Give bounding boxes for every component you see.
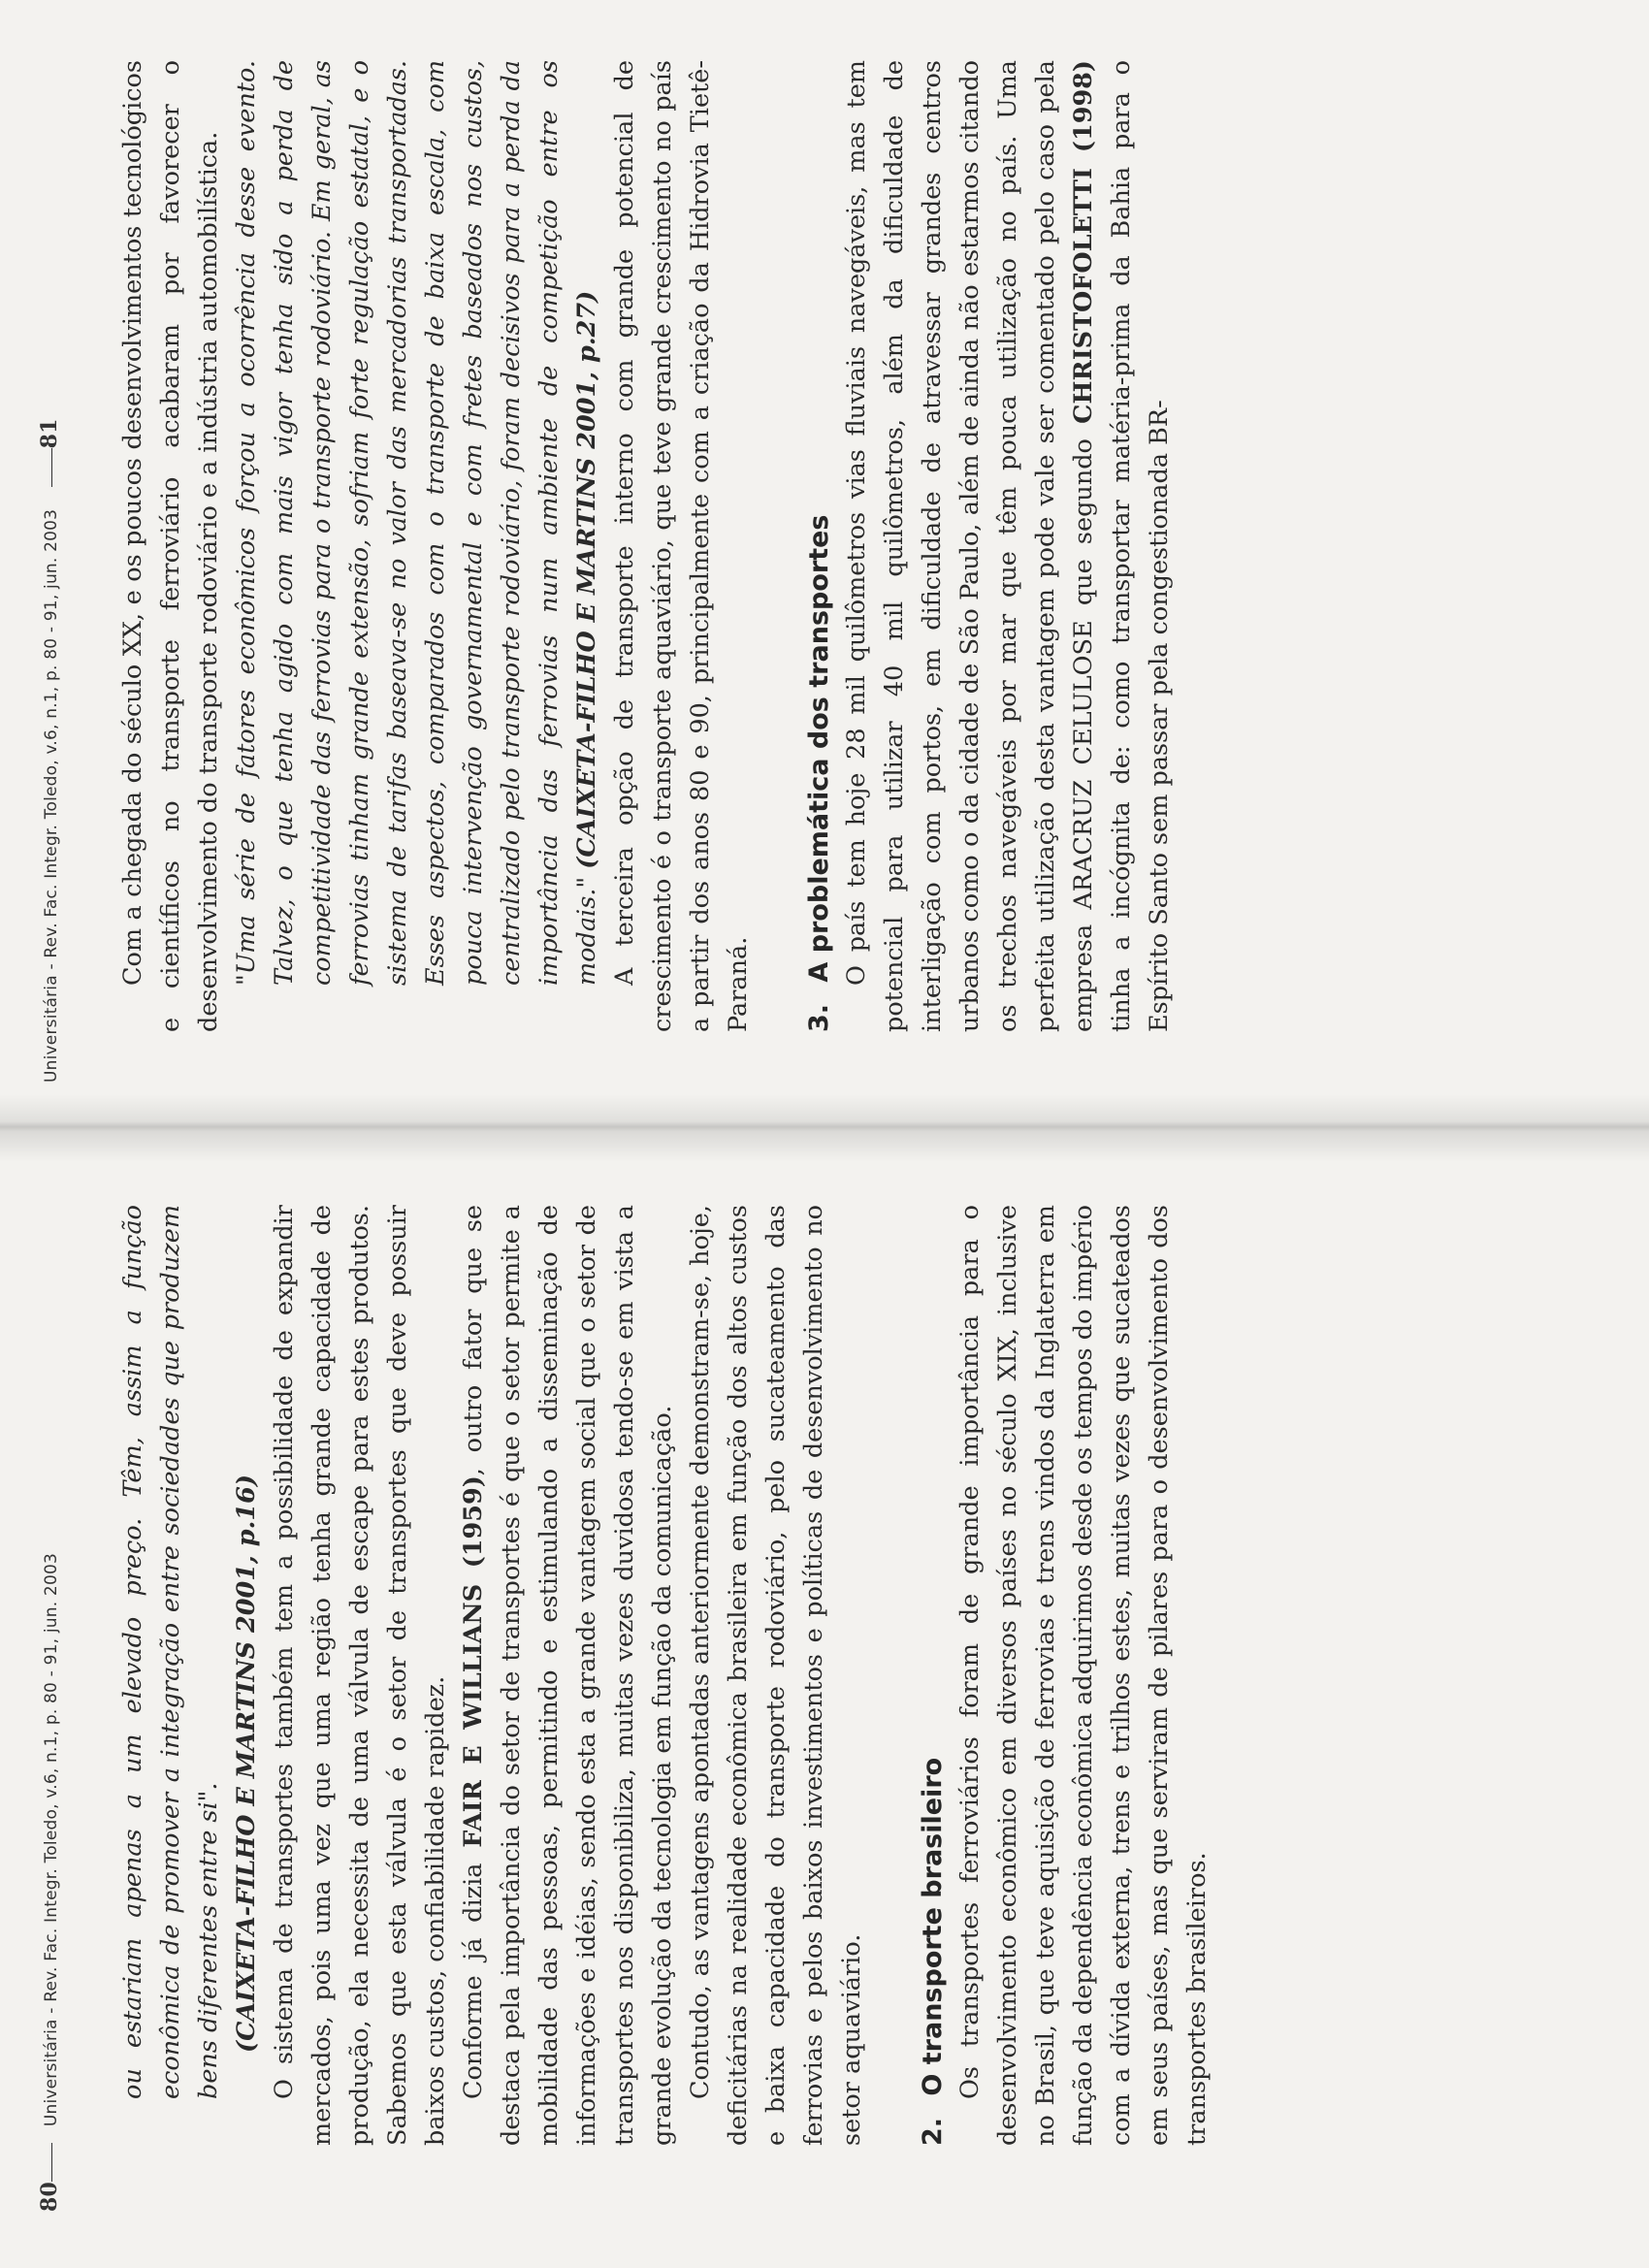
paragraph: Contudo, as vantagens apontadas anteriormente demonstram-se, hoje, deficitárias na realidade econômica brasileira em função dos altos custos e baixa capacidade do transporte rodoviário, pelo sucateamento das ferrovias e pelos baixos investimentos e políticas de desenvolvimento no setor aquaviário. bbox=[686, 1205, 866, 2146]
page-number-rule bbox=[51, 448, 52, 487]
journal-citation: Universitária - Rev. Fac. Integr. Toledo, v.6, n.1, p. 80 - 91, jun. 2003 bbox=[42, 508, 61, 1083]
quote-citation: (CAIXETA-FILHO E MARTINS 2001, p.16) bbox=[232, 1474, 261, 2053]
journal-citation: Universitária - Rev. Fac. Integr. Toledo, v.6, n.1, p. 80 - 91, jun. 2003 bbox=[42, 1552, 61, 2127]
section-title: O transporte brasileiro bbox=[918, 1757, 948, 2096]
page-number-rule bbox=[51, 2143, 52, 2182]
text-column-right bbox=[114, 60, 1179, 1032]
paragraph-rest: , outro fator que se destaca pela importância do setor de transportes é que o setor permite a mobilidade das pessoas, permitindo e estimulando a disseminação de informações e idéias, sendo esta a grande vantagem social que o setor de transportes nos disponibiliza, muitas vezes duvidosa tendo-se em vista a grande evolução da tecnologia em função da comunicação. bbox=[459, 1205, 677, 2146]
paragraph bbox=[838, 60, 1179, 1032]
section-number: 2. bbox=[918, 2117, 948, 2146]
section-heading bbox=[800, 60, 838, 1032]
page-81 bbox=[0, 0, 1649, 1114]
section-title: A problemática dos transportes bbox=[804, 514, 834, 983]
paragraph: A terceira opção de transporte interno com grande potencial de crescimento é o transporte aquaviário, que teve grande crescimento no país a partir dos anos 80 e 90, principalmente com a criação da Hidrovia Tietê-Paraná. bbox=[610, 60, 753, 1032]
quote-citation: (CAIXETA-FILHO E MARTINS 2001, p.27) bbox=[572, 290, 601, 869]
section-number: 3. bbox=[804, 1003, 834, 1032]
page-number: 81 bbox=[37, 418, 62, 449]
running-header-right bbox=[37, 418, 62, 1083]
page-number: 80 bbox=[37, 2181, 62, 2212]
paragraph: Com a chegada do século XX, e os poucos desenvolvimentos tecnológicos e científicos no transporte ferroviário acabaram por favorecer o desenvolvimento do transporte rodoviário e a indústria automobilística. bbox=[118, 60, 223, 1032]
text-column-left bbox=[114, 1205, 1216, 2146]
section-heading bbox=[914, 1205, 952, 2146]
paragraph: O sistema de transportes também tem a possibilidade de expandir mercados, pois uma vez que uma região tenha grande capacidade de produção, ela necessita de uma válvula de escape para estes produtos. Sabemos que esta válvula é o setor de transportes que deve possuir baixos custos, confiabilidade rapidez. bbox=[270, 1205, 450, 2146]
paragraph-rest: tinha a incógnita de: como transportar matéria-prima da Bahia para o Espírito Santo sem passar pela congestionada BR- bbox=[1107, 60, 1174, 1032]
author-citation: FAIR E WILLIANS (1959) bbox=[459, 1475, 488, 1848]
paragraph-lead: O país tem hoje 28 mil quilômetros vias fluviais navegáveis, mas tem potencial para utilizar 40 mil quilômetros, além da dificuldade de interligação com portos, em dificuldade de atravessar grandes centros urbanos como o da cidade de São Paulo, além de ainda não estarmos citando os trechos navegáveis por mar que têm pouca utilização no país. Uma perfeita utilização desta vantagem pode vale ser comentado pelo caso pela empresa ARACRUZ CELULOSE que segundo bbox=[842, 60, 1098, 1032]
running-header-left bbox=[37, 1553, 62, 2212]
author-citation: CHRISTOFOLETTI (1998) bbox=[1069, 60, 1098, 424]
page-80 bbox=[0, 1143, 1649, 2268]
block-quote bbox=[228, 60, 606, 1032]
paragraph bbox=[455, 1205, 682, 2146]
quote-text: "Uma série de fatores econômicos forçou a ocorrência desse evento. Talvez, o que tenha agido com mais vigor tenha sido a perda de competitividade das ferrovias para o transporte rodoviário. Em geral, as ferrovias tinham grande extensão, sofriam forte regulação estatal, e o sistema de tarifas baseava-se no valor das mercadorias transportadas. Esses aspectos, comparados com o transporte de baixa escala, com pouca intervenção governamental e com fretes baseados nos custos, centralizado pelo transporte rodoviário, foram decisivos para a perda da importância das ferrovias num ambiente de competição entre os modais." bbox=[232, 60, 601, 986]
quote-continuation: ou estariam apenas a um elevado preço. Têm, assim a função econômica de promover a integração entre sociedades que produzem bens diferentes entre si". bbox=[118, 1205, 223, 2099]
paragraph: Os transportes ferroviários foram de grande importância para o desenvolvimento econômico em diversos países no século XIX, inclusive no Brasil, que teve aquisição de ferrovias e trens vindos da Inglaterra em função da dependência econômica adquirimos desde os tempos do império com a dívida externa, trens e trilhos estes, muitas vezes que sucateados em seus países, mas que serviram de pilares para o desenvolvimento dos transportes brasileiros. bbox=[955, 1205, 1212, 2146]
paragraph-lead: Conforme já dizia bbox=[459, 1863, 488, 2099]
